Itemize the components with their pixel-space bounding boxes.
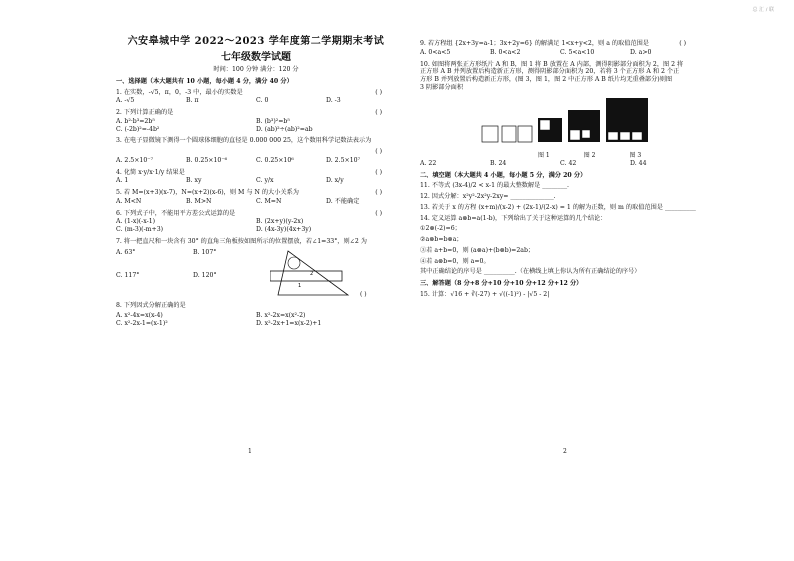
- question-14: 14. 定义运算 a⊗b=a(1-b)，下列给出了关于这种运算的几个结论：: [420, 214, 607, 222]
- option: B. M>N: [186, 197, 212, 205]
- question-1: 1. 在实数，-√5，π，0，-3 中，最小的实数是 ( ): [116, 88, 382, 96]
- option: B. 0<a<2: [490, 48, 521, 56]
- option: A. 1: [116, 177, 129, 185]
- option: D. 2.5×10⁷: [326, 156, 361, 164]
- option: D. a>0: [630, 48, 652, 56]
- option: C. M=N: [256, 197, 282, 205]
- option: D. -3: [326, 97, 341, 105]
- exam-meta: 时间：100 分钟 满分：120 分: [213, 66, 299, 73]
- exam-title: 六安皋城中学 2022～2023 学年度第二学期期末考试: [127, 36, 385, 47]
- question-3: 3. 在电子显微镜下测得一个圆球体细胞的直径是 0.000 000 25，这个数用科学记数法表示为: [116, 137, 372, 145]
- question-7: 7. 将一把直尺和一块含有 30° 的直角三角板按如图所示的位置摆放，若∠1=33°，则∠2 为: [116, 237, 367, 245]
- figure-label: 图 3: [629, 152, 642, 160]
- option: C. 5<a<10: [560, 48, 595, 56]
- option: A. x²-4x=x(x-4): [116, 312, 163, 320]
- option: A. 22: [420, 159, 437, 167]
- option: A. 2.5×10⁻⁷: [116, 156, 154, 164]
- question-14-item: ①2⊗(-2)=6；: [420, 225, 461, 233]
- option: C. 0.25×10⁶: [256, 156, 294, 164]
- ruler-triangle-figure: [270, 249, 360, 299]
- question-8: 8. 下列因式分解正确的是: [116, 301, 186, 309]
- section-2-heading: 二、填空题（本大题共 4 小题，每小题 5 分，满分 20 分）: [420, 171, 587, 179]
- question-9-options: [420, 49, 700, 57]
- section-3-heading: 三、解答题（8 分+8 分+10 分+10 分+12 分+12 分）: [420, 280, 583, 287]
- right-column: [420, 28, 700, 302]
- squares-figure: [480, 96, 650, 150]
- option: D. 120°: [193, 271, 217, 279]
- option: C. x²-2x-1=(x-1)²: [116, 320, 168, 327]
- figure-label: 图 1: [538, 152, 550, 160]
- option: C. 0: [256, 97, 269, 105]
- svg-text:2: 2: [310, 270, 314, 277]
- question-3-options: [116, 157, 396, 165]
- option: B. 107°: [193, 248, 217, 256]
- option: D. 不能确定: [326, 197, 360, 205]
- question-14-item: ②a⊗b=b⊗a；: [420, 236, 463, 243]
- page-number-2: 2: [563, 448, 567, 455]
- corner-mark: 总 汇 / 联: [752, 7, 774, 13]
- question-10: 10. 如图将两张正方形纸片 A 和 B，图 1 将 B 放置在 A 内部，测得阴影部分面积为 2，图 2 将 正方形 A B 并列放置后构造新正方形，测得阴影部分面积为 20，若将 3 个正方形 A 和 2 个正 方形 B 并列放置后构造新正方形，(图 3，图 1，图 2 中正方形 A B 纸片均无重叠部分)则图 3 阴影部分面积: [420, 60, 684, 91]
- question-7-options: [116, 249, 270, 295]
- question-9: 9. 若方程组 {2x+3y=a-1；3x+2y=6} 的解满足 1<x+y<2，则 a 的取值范围是 ( ): [420, 40, 686, 47]
- question-4-options: [116, 177, 396, 185]
- option: B. xy: [186, 177, 202, 185]
- exam-subtitle: 七年级数学试题: [221, 51, 291, 63]
- option: D. x²-2x+1=x(x-2)+1: [256, 320, 322, 327]
- option: B. π: [186, 97, 199, 105]
- question-2-options: [116, 118, 396, 134]
- option: A. (1-x)(-x-1): [116, 218, 156, 226]
- question-15: 15. 计算：√16 + ∛(-27) + √((-1)²) - |√5 - 2|: [420, 290, 550, 298]
- option: A. M<N: [116, 197, 142, 205]
- question-5: 5. 若 M=(x+3)(x-7)，N=(x+2)(x-6)，则 M 与 N 的大小关系为 ( ): [116, 189, 382, 196]
- figure-label: 图 2: [583, 152, 596, 160]
- question-8-options: [116, 312, 396, 328]
- left-column: 六安皋城中学 2022～2023 学年度第二学期期末考试 七年级数学试题 时间：100 分钟 满分：120 分 一、选择题（本大题共有 10 小题，每小题 4 分，满分 40 分） 1. 在实数，-√5，π，0，-3 中，最小的实数是 ( ) A. -√5 B. π C. 0 D. -3 2. 下列计算正确的是 ( ) A. b²·b³=2b⁵ B. (b³)²=b⁵ C. (-2b)²=-4b² D. (ab)²÷(ab)²=ab 3. 在电子显微镜下测得一个圆球体细胞的直径是 0.000 000 25，这个数用科学记数法表示为 ( ) A. 2.5×10⁻⁷ B. 0.25×10⁻⁶ C. 0.25×10⁶ D. 2.5×10⁷ 4. 化简 x·y/x·1/y 结果是 ( ) A. 1 B. xy C. y/x D. x/y 5. 若 M=(x+3)(x-7)，N=(x+2)(x-6)，则 M 与 N 的大小关系为 ( ) A. M<N B. M>N C. M=N D. 不能确定 6. 下列式子中，不能用平方差公式运算的是 ( ) A. (1-x)(-x-1) B. (2x+y)(y-2x) C. (m-3)(-m+3) D. (4x-3y)(4x+3y) 7. 将一把直尺和一块含有 30° 的直角三角板按如图所示的位置摆放，若∠1=33°，则∠2 为 A. 63° B. 107° C. 117° D. 120° 2 1 ( ) 8. 下列因式分解正确的是 A. x²-4x=x(x-4) B. x²-2x=x(x²-2) C. x²-2x-1=(x-1)² D. x²-2x+1=x(x-2)+1: [116, 28, 396, 332]
- option: B. 24: [490, 159, 507, 167]
- question-2: 2. 下列计算正确的是 ( ): [116, 109, 382, 116]
- option: B. 0.25×10⁻⁶: [186, 156, 228, 164]
- exam-paper: [108, 28, 696, 483]
- option: A. b²·b³=2b⁵: [116, 117, 155, 125]
- question-11: 11. 不等式 (3x-4)/2 < x-1 的最大整数解是 ________.: [420, 182, 570, 190]
- question-14-item: ④若 a⊗b=0，则 a=0。: [420, 257, 490, 265]
- option: D. x/y: [326, 177, 344, 185]
- option: C. y/x: [256, 177, 274, 185]
- question-5-options: [116, 198, 396, 206]
- option: A. 63°: [116, 248, 136, 256]
- question-14-answer: 其中正确结论的序号是 __________.（在横线上填上你认为所有正确结论的序号）: [420, 268, 641, 276]
- option: D. (ab)²÷(ab)²=ab: [256, 125, 313, 133]
- figure-labels: [538, 152, 700, 160]
- option: C. 42: [560, 159, 577, 167]
- page-number-1: 1: [248, 448, 252, 455]
- question-14-item: ③若 a+b=0，则 (a⊗a)+(b⊗b)=2ab；: [420, 246, 535, 254]
- option: B. (2x+y)(y-2x): [256, 218, 304, 226]
- option: B. x²-2x=x(x²-2): [256, 312, 306, 320]
- question-6: 6. 下列式子中，不能用平方差公式运算的是 ( ): [116, 209, 382, 217]
- option: A. 0<a<5: [420, 48, 451, 56]
- section-1-heading: 一、选择题（本大题共有 10 小题，每小题 4 分，满分 40 分）: [116, 77, 293, 85]
- question-4: 4. 化简 x·y/x·1/y 结果是 ( ): [116, 168, 382, 176]
- option: D. 44: [630, 159, 647, 167]
- option: D. (4x-3y)(4x+3y): [256, 226, 312, 233]
- question-12: 12. 因式分解：x²y²-2x²y-2xy= ______________.: [420, 193, 556, 200]
- question-6-options: [116, 218, 396, 234]
- option: C. (-2b)²=-4b²: [116, 125, 160, 133]
- option: C. 117°: [116, 271, 140, 279]
- question-10-options: [420, 160, 700, 168]
- option: A. -√5: [116, 97, 135, 105]
- svg-text:1: 1: [298, 282, 302, 289]
- option: B. (b³)²=b⁵: [256, 117, 290, 125]
- question-13: 13. 若关于 x 的方程 (x+m)/(x-2) + (2x-1)/(2-x) = 1 的解为正数，则 m 的取值范围是 __________: [420, 203, 696, 211]
- question-1-options: [116, 97, 396, 105]
- option: C. (m-3)(-m+3): [116, 226, 164, 233]
